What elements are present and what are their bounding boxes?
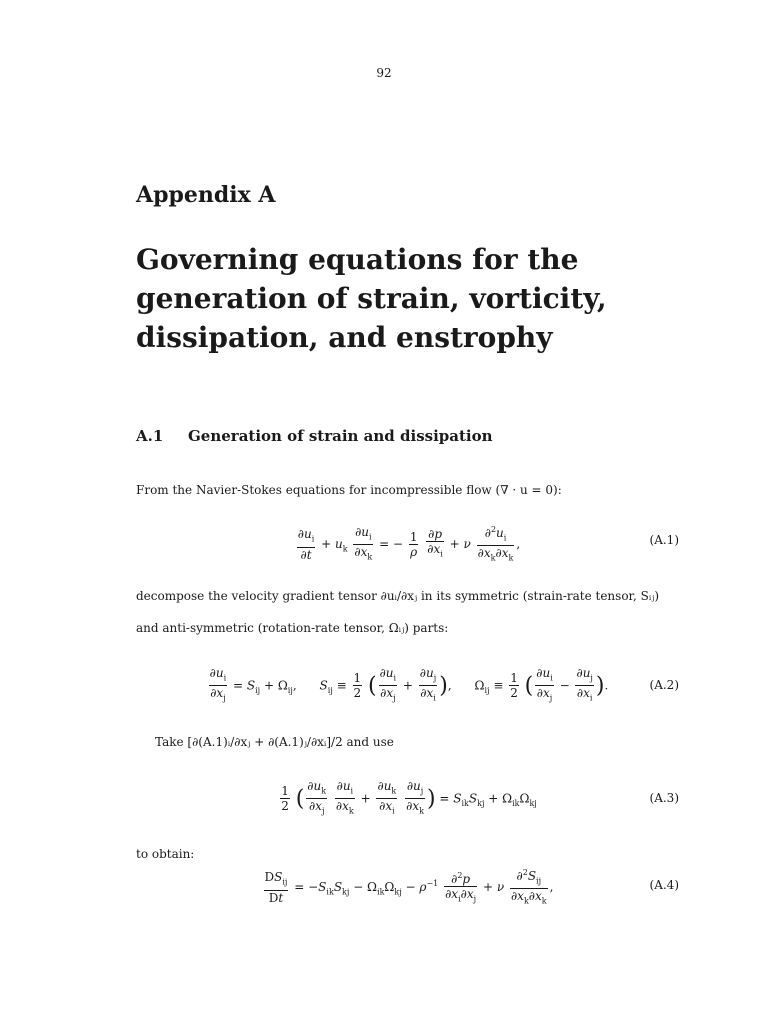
equation-a1-label: (A.1)	[649, 533, 679, 547]
equation-a3	[136, 779, 679, 819]
equation-a3-label: (A.3)	[649, 791, 679, 805]
equation-a4-body: $\frac{DS_{ij}}{Dt}$ = $-S_{ik}S_{kj} - \Omega_{ik}\Omega_{kj} - \rho^{-1}$ $\frac{\partial^2p}{\partial x_i\partial x_j}$ + ν $\frac{\partial^2S_{ij}}{\partial x_k\partial x_k}$ ,	[136, 866, 679, 909]
equation-a1	[136, 523, 679, 563]
take-paragraph: Take [∂(A.1)ᵢ/∂xⱼ + ∂(A.1)ⱼ/∂xᵢ]/2 and use	[155, 735, 394, 749]
section-number: A.1	[136, 427, 164, 445]
obtain-paragraph: to obtain:	[136, 847, 195, 861]
page-number: 92	[376, 66, 392, 80]
equation-a2-label: (A.2)	[649, 678, 679, 692]
equation-a3-body: $\frac{1}{2}$ ( $\frac{\partial u_k}{\partial x_j}$ $\frac{\partial u_i}{\partial x_k}$ + $\frac{\partial u_k}{\partial x_i}$ $\frac{\partial u_j}{\partial x_k}$ ) = $S_{ik}S_{kj} + \Omega_{ik}\Omega_{kj}$	[136, 779, 679, 819]
equation-a4	[136, 866, 679, 906]
equation-a2	[136, 666, 679, 706]
equation-a1-body: $\frac{\partial u_i}{\partial t}$ + $u_k$ $\frac{\partial u_i}{\partial x_k}$ = − $\frac{1}{\rho}$ $\frac{\partial p}{\partial x_i}$ + ν $\frac{\partial^2u_i}{\partial x_k\partial x_k}$ ,	[136, 523, 679, 566]
section-title: Generation of strain and dissipation	[188, 427, 493, 445]
decompose-paragraph: decompose the velocity gradient tensor ∂uᵢ/∂xⱼ in its symmetric (strain-rate tensor, Sᵢⱼ) and anti-symmetric (rotation-rate tensor, Ωᵢⱼ) parts:	[136, 589, 660, 635]
intro-paragraph: From the Navier-Stokes equations for incompressible flow (∇ · u = 0):	[136, 483, 562, 497]
equation-a4-label: (A.4)	[649, 878, 679, 892]
chapter-label: Appendix A	[136, 182, 276, 208]
section-heading	[136, 427, 493, 445]
chapter-title: Governing equations for the generation of strain, vorticity, dissipation, and enstrophy	[136, 243, 607, 354]
equation-a2-body: $\frac{\partial u_i}{\partial x_j}$ = $S_{ij} + \Omega_{ij}$, $S_{ij}$ ≡ $\frac{1}{2}$ ( $\frac{\partial u_i}{\partial x_j}$ + $\frac{\partial u_j}{\partial x_i}$ ), $\Omega_{ij}$ ≡ $\frac{1}{2}$ ( $\frac{\partial u_i}{\partial x_j}$ − $\frac{\partial u_j}{\partial x_i}$ ).	[136, 666, 679, 706]
